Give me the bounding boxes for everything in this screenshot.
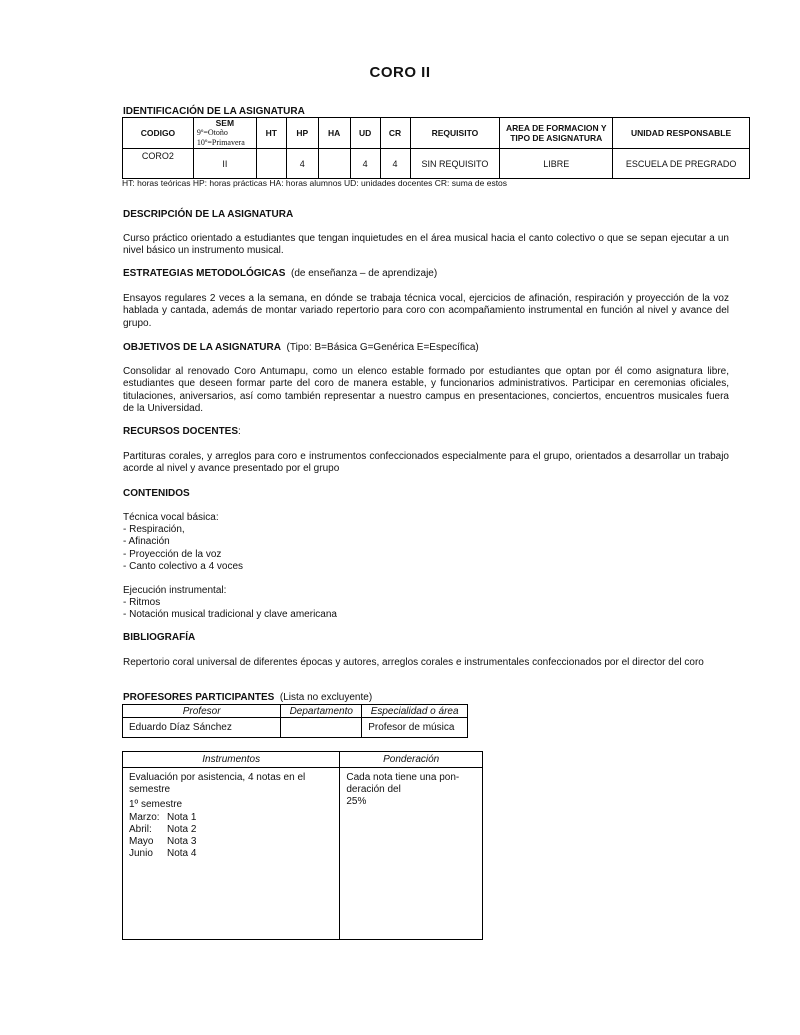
list-item: - Afinación (123, 536, 170, 548)
ponderacion-line2: deración del (346, 784, 401, 796)
ejecucion-title: Ejecución instrumental: (123, 585, 227, 596)
cell-ponderacion (340, 768, 483, 940)
contenidos-heading: CONTENIDOS (123, 488, 190, 499)
identificacion-note: HT: horas teóricas HP: horas prácticas HA: horas alumnos UD: unidades docentes CR: suma de estos (122, 178, 508, 188)
ponderacion-line3: 25% (346, 796, 367, 808)
cell-ha (318, 149, 350, 179)
tecnica-title: Técnica vocal básica: (123, 512, 219, 523)
col-area-line2: TIPO DE ASIGNATURA (510, 133, 603, 143)
grade-row (129, 812, 333, 824)
estrategias-heading (123, 268, 437, 279)
cell-cr: 4 (380, 149, 410, 179)
profesores-heading (123, 692, 372, 703)
grade-row (129, 824, 333, 836)
table-row (123, 718, 468, 738)
col-instrumentos: Instrumentos (123, 752, 340, 768)
grade-note: Nota 1 (167, 811, 197, 823)
col-ud: UD (350, 118, 380, 149)
col-codigo: CODIGO (123, 118, 194, 149)
grade-row (129, 836, 333, 848)
cell-codigo: CORO2 (123, 149, 194, 179)
cell-departamento (281, 718, 362, 738)
cell-area: LIBRE (500, 149, 613, 179)
semestre-label: 1º semestre (129, 799, 183, 811)
estrategias-title: ESTRATEGIAS METODOLÓGICAS (123, 268, 286, 279)
ponderacion-line1: Cada nota tiene una pon- (346, 772, 460, 783)
recursos-text: Partituras corales, y arreglos para coro e instrumentos confeccionados especialmente para el grupo, orientados a desarrollar un trabajo acorde al nivel y avance presentado por el grupo (123, 451, 729, 475)
profesores-note: (Lista no excluyente) (279, 692, 373, 703)
cell-profesor: Eduardo Díaz Sánchez (123, 718, 281, 738)
cell-ht (256, 149, 286, 179)
grade-row (129, 848, 333, 860)
objetivos-heading (123, 342, 479, 353)
cell-requisito: SIN REQUISITO (410, 149, 500, 179)
col-hp: HP (286, 118, 318, 149)
col-profesor: Profesor (123, 705, 281, 718)
grade-month: Abril: (129, 823, 152, 835)
grade-month: Marzo: (129, 811, 160, 823)
profesores-title: PROFESORES PARTICIPANTES (123, 692, 275, 703)
objetivos-note: (Tipo: B=Básica G=Genérica E=Específica) (286, 342, 479, 353)
identificacion-data-row (123, 149, 750, 179)
col-area (500, 118, 613, 149)
contenidos-ejecucion (123, 585, 337, 622)
recursos-heading (123, 426, 241, 437)
instrumentos-line2: semestre (129, 784, 171, 796)
grade-note: Nota 4 (167, 848, 197, 860)
cell-ud: 4 (350, 149, 380, 179)
col-ponderacion: Ponderación (340, 752, 483, 768)
bibliografia-text: Repertorio coral universal de diferentes épocas y autores, arreglos corales e instrumentales confeccionados por el director del coro (123, 657, 704, 668)
col-cr: CR (380, 118, 410, 149)
identificacion-header-row (123, 118, 750, 149)
col-sem-primavera: 10º=Primavera (196, 138, 245, 147)
objetivos-text: Consolidar al renovado Coro Antumapu, como un elenco estable formado por estudiantes que optan por él como asignatura libre, estudiantes que deseen formar parte del coro de manera estable, y funcionarios administrativos. Participar en ceremonias oficiales, titulaciones, aniversarios, así como también representar a nuestro campus en presentaciones, conciertos, encuentros musicales fuera de la Universidad. (123, 366, 729, 415)
col-sem-title: SEM (215, 118, 235, 128)
list-item: - Notación musical tradicional y clave americana (123, 609, 337, 621)
list-item: - Ritmos (123, 597, 161, 609)
list-item: - Proyección de la voz (123, 548, 222, 560)
grade-note: Nota 2 (167, 823, 197, 835)
recursos-colon: : (238, 426, 241, 437)
evaluacion-row (123, 768, 483, 940)
col-area-line1: AREA DE FORMACION Y (505, 123, 607, 133)
col-ha: HA (318, 118, 350, 149)
instrumentos-line1: Evaluación por asistencia, 4 notas en el (129, 772, 306, 783)
col-departamento: Departamento (281, 705, 362, 718)
col-sem (193, 118, 256, 149)
evaluacion-table (122, 751, 483, 940)
estrategias-text: Ensayos regulares 2 veces a la semana, en dónde se trabaja técnica vocal, ejercicios de afinación, respiración y proyección de la voz hablada y cantada, además de montar variado repertorio para coro con acompañamiento instrumental en función al nivel y avance del grupo. (123, 293, 729, 329)
cell-hp: 4 (286, 149, 318, 179)
cell-instrumentos (123, 768, 340, 940)
evaluacion-header-row (123, 752, 483, 768)
profesores-table (122, 704, 468, 738)
list-item: - Respiración, (123, 524, 185, 536)
col-requisito: REQUISITO (410, 118, 500, 149)
descripcion-heading: DESCRIPCIÓN DE LA ASIGNATURA (123, 209, 294, 220)
recursos-title: RECURSOS DOCENTES (123, 426, 239, 437)
col-sem-otono: 9º=Otoño (196, 128, 228, 137)
estrategias-note: (de enseñanza – de aprendizaje) (290, 268, 438, 279)
identificacion-heading: IDENTIFICACIÓN DE LA ASIGNATURA (123, 106, 305, 117)
grade-note: Nota 3 (167, 836, 197, 848)
identificacion-table (122, 117, 750, 179)
grade-month: Mayo (129, 836, 154, 848)
col-especialidad: Especialidad o área (362, 705, 468, 718)
objetivos-title: OBJETIVOS DE LA ASIGNATURA (123, 342, 281, 353)
col-ht: HT (256, 118, 286, 149)
list-item: - Canto colectivo a 4 voces (123, 560, 244, 572)
cell-unidad: ESCUELA DE PREGRADO (613, 149, 750, 179)
cell-especialidad: Profesor de música (362, 718, 468, 738)
contenidos-tecnica (123, 512, 243, 573)
bibliografia-heading: BIBLIOGRAFÍA (123, 632, 196, 643)
cell-sem: II (193, 149, 256, 179)
col-unidad: UNIDAD RESPONSABLE (613, 118, 750, 149)
descripcion-text: Curso práctico orientado a estudiantes que tengan inquietudes en el área musical hacia el canto colectivo o que se sepan ejecutar a un nivel básico un instrumento musical. (123, 233, 729, 257)
grade-month: Junio (129, 848, 153, 860)
page-title: CORO II (369, 64, 431, 81)
profesores-header-row (123, 705, 468, 718)
